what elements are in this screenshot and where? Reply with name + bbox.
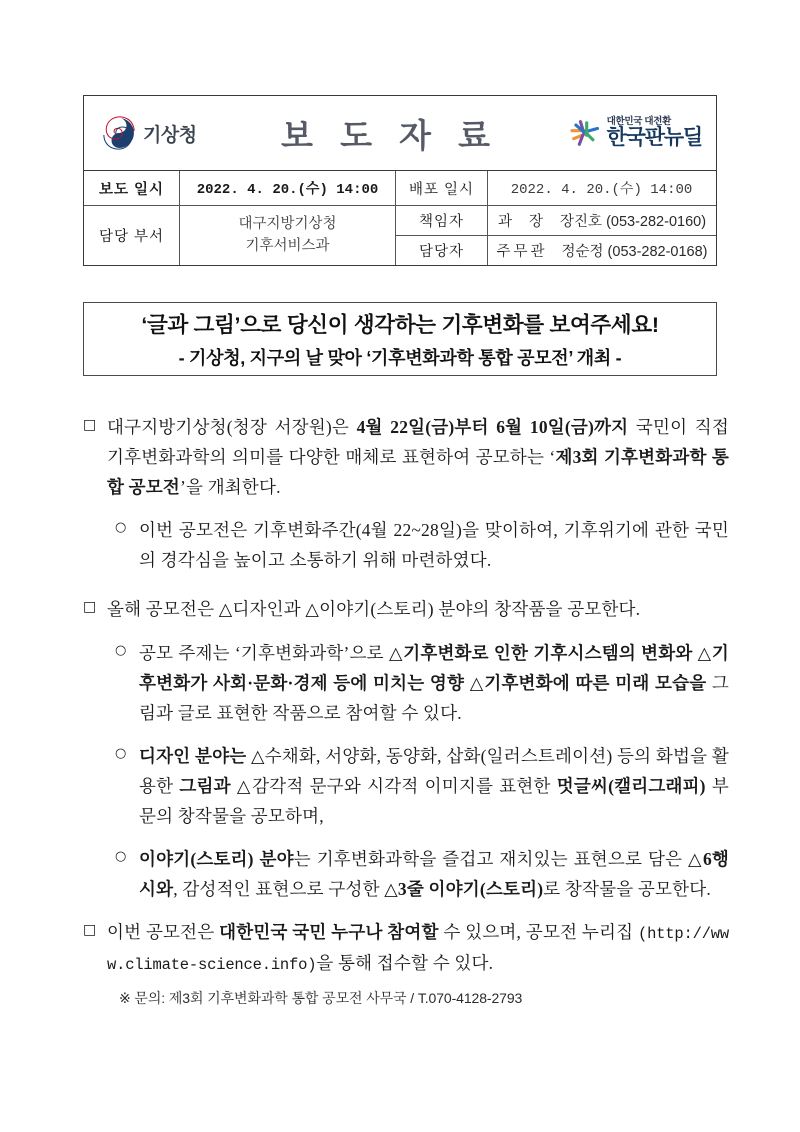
p6-seg-b: 는 기후변화과학을 즐겁고 재치있는 표현으로 담은 △: [293, 849, 703, 870]
manager-rank: 과 장: [497, 214, 547, 230]
manager-name-phone: 장진호 (053-282-0160): [560, 214, 707, 230]
paragraph-2: [83, 515, 729, 575]
release-date-label: 보도 일시: [84, 171, 180, 205]
manager-row: [396, 206, 716, 236]
paragraph-6: [83, 844, 729, 904]
kma-logo: [102, 116, 197, 150]
release-date-value: 2022. 4. 20.(수) 14:00: [180, 171, 396, 205]
square-bullet-icon: □: [83, 599, 97, 616]
circle-bullet-icon: ○: [115, 849, 127, 865]
p5-seg-c: 그림과: [179, 775, 231, 796]
header-banner-row: [84, 96, 716, 171]
p7-seg-d: 을 통해 접수할 수 있다.: [316, 952, 494, 973]
manager-label: 책임자: [396, 206, 488, 235]
p5-seg-e: 멋글씨(캘리그래피): [556, 775, 706, 796]
paragraph-5-text: [139, 741, 729, 831]
paragraph-3-text: 올해 공모전은 △디자인과 △이야기(스토리) 분야의 창작품을 공모한다.: [107, 599, 641, 620]
department-name-line1: 대구지방기상청: [238, 216, 337, 233]
p4-seg-a: 공모 주제는 ‘기후변화과학’으로: [139, 642, 389, 663]
headline-banner: [83, 302, 717, 376]
p1-seg-b: 4월 22일(금)부터 6월 10일(금)까지: [356, 417, 629, 437]
p1-seg-e: ’을 개최한다.: [180, 477, 281, 498]
kma-taegeuk-icon: [102, 116, 136, 150]
paragraph-1-text: [107, 412, 729, 502]
p4-seg-b: △기후변화로 인한 기후시스템의 변화와 △기후변화가 사회·문화·경제 등에 미치는 영향 △기후변화에 따른 미래 모습을: [139, 642, 729, 693]
department-name-line2: 기후서비스과: [245, 237, 330, 254]
manager-value: [488, 206, 716, 235]
p1-seg-a: 대구지방기상청(청장 서장원)은: [107, 417, 357, 437]
contacts-column: [396, 206, 716, 265]
paragraph-6-text: [139, 844, 729, 904]
paragraph-4-text: [139, 638, 729, 728]
release-date-row: [84, 171, 716, 206]
p6-seg-c: 6행시와: [139, 849, 729, 900]
paragraph-3: [83, 594, 729, 624]
header-block: [83, 95, 717, 266]
body-content: [83, 412, 729, 1008]
new-deal-logo-text: [607, 117, 702, 149]
square-bullet-icon: □: [83, 417, 97, 433]
p6-seg-f: 로 창작물을 공모한다.: [543, 879, 711, 900]
circle-bullet-icon: ○: [115, 642, 127, 658]
square-bullet-icon: □: [83, 922, 97, 939]
department-label: 담당 부서: [84, 206, 180, 265]
contest-website-url[interactable]: (http://www.climate-science.info): [107, 925, 729, 974]
p4-seg-c: 그림과 글로 표현한 작품으로 참여할 수 있다.: [139, 672, 730, 723]
p1-seg-c: 국민이 직접 기후변화과학의 의미를 다양한 매체로 표현하여 공모하는 ‘: [107, 417, 729, 468]
contact-value: [488, 236, 716, 265]
p6-seg-a: 이야기(스토리) 분야: [139, 849, 294, 870]
paragraph-7: [83, 917, 729, 978]
paragraph-1: [83, 412, 729, 502]
p5-seg-b: △수채화, 서양화, 동양화, 삽화(일러스트레이션) 등의 화법을 활용한: [139, 745, 729, 796]
press-release-title: 보 도 자 료: [281, 116, 500, 154]
paragraph-5: [83, 741, 729, 831]
paragraph-7-text: [107, 917, 729, 978]
department-value: [180, 206, 396, 265]
paragraph-2-text: 이번 공모전은 기후변화주간(4월 22~28일)을 맞이하여, 기후위기에 관한 국민의 경각심을 높이고 소통하기 위해 마련하였다.: [139, 520, 729, 571]
new-deal-burst-icon: [568, 116, 602, 150]
distribute-date-label: 배포 일시: [396, 171, 488, 205]
circle-bullet-icon: ○: [115, 520, 127, 536]
contact-rank: 주무관: [496, 244, 548, 260]
p7-seg-c: 수 있으며, 공모전 누리집: [438, 922, 638, 943]
korean-new-deal-logo: [568, 116, 702, 150]
kma-logo-label: 기상청: [143, 124, 197, 146]
new-deal-title: 한국판뉴딜: [606, 125, 702, 149]
p5-seg-d: △감각적 문구와 시각적 이미지를 표현한: [230, 775, 557, 796]
circle-bullet-icon: ○: [115, 745, 127, 761]
headline-sub: - 기상청, 지구의 날 맞아 ‘기후변화과학 통합 공모전’ 개최 -: [178, 348, 622, 368]
p5-seg-f: 부문의 창작물을 공모하며,: [139, 775, 729, 827]
headline-main: ‘글과 그림’으로 당신이 생각하는 기후변화를 보여주세요!: [141, 313, 659, 337]
inquiry-note: ※ 문의: 제3회 기후변화과학 통합 공모전 사무국 / T.070-4128-2793: [119, 989, 523, 1006]
department-row: [84, 206, 716, 265]
p7-seg-b: 대한민국 국민 누구나 참여할: [219, 922, 439, 943]
p5-seg-a: 디자인 분야는: [139, 745, 247, 766]
contact-label: 담당자: [396, 236, 488, 265]
p7-seg-a: 이번 공모전은: [107, 922, 220, 943]
p6-seg-e: △3줄 이야기(스토리): [384, 879, 544, 900]
distribute-date-value: 2022. 4. 20.(수) 14:00: [510, 182, 693, 198]
paragraph-4: [83, 638, 729, 728]
new-deal-subtitle: 대한민국 대전환: [606, 115, 672, 127]
contact-name-phone: 정순정 (053-282-0168): [561, 244, 708, 260]
contact-row: [396, 236, 716, 265]
p1-seg-d: 제3회 기후변화과학 통합 공모전: [107, 447, 730, 498]
p6-seg-d: , 감성적인 표현으로 구성한: [173, 879, 385, 900]
